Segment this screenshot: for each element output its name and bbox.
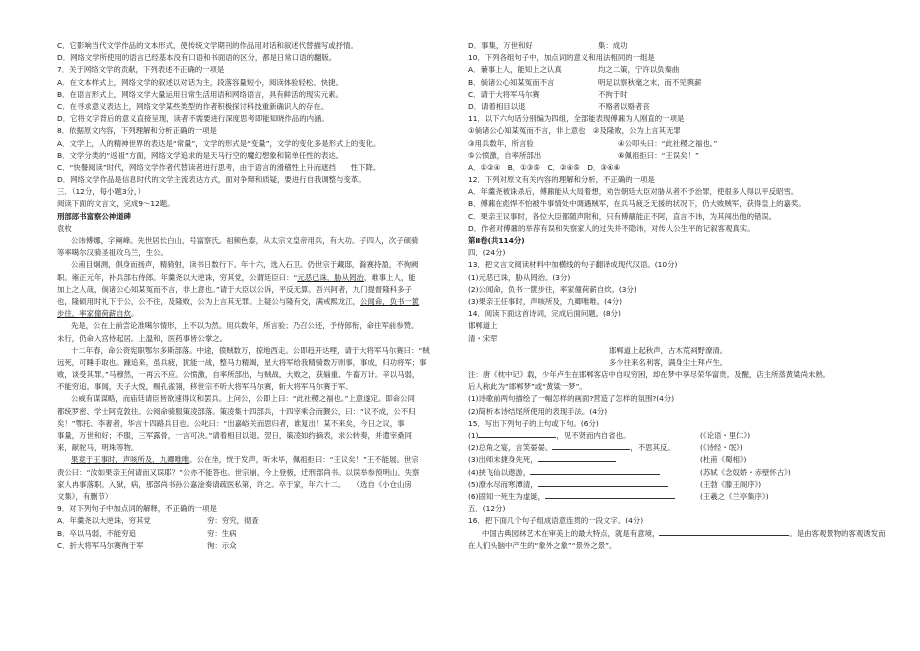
- q11-items-2: ③用兵数年，所言验 ④公叩头曰：“此社稷之福也。”: [468, 138, 718, 148]
- q13-item-2: (2)公闻命，负书一篋步往，率家僮荷薪自炊。(3分): [468, 284, 637, 294]
- poem-author: 清・宋荦: [468, 333, 498, 343]
- passage-paragraph-5-line4: 事量，万世和好；不服，三军露骨，一言可决。”请着相目以退。翌日，策凌如约摘表，求公转奏，并遣宰桑同: [57, 431, 412, 440]
- q12-option-c: C．果亲王议事时，各位大臣都随声附和，只有傅鼐能正不阿，直言不讳，为其闯出他的错误。: [468, 211, 777, 221]
- q7-option-d: D．它将文字背后的意义直接呈现，读者不需要进行深度思考即能知晓作品的内涵。: [57, 114, 329, 124]
- underlined-sentence-1: 元恶已诛，胁从罔治: [297, 272, 364, 282]
- q9-option-d: D．事集，万世和好 集：成功: [468, 41, 628, 50]
- q9-option-c: C．折大将军马尔赛徇于军 徇：示众: [57, 540, 237, 550]
- q7-option-b: B．在语言形式上，网络文学大量运用日常生活用语和网络语言，具有鲜活的现实元素。: [57, 89, 343, 99]
- underlined-sentence-3: 果竟于王事时，声咳所及，九卿唯唯: [71, 455, 190, 465]
- underlined-sentence-2-cont: 步往，率家僮荷薪自炊: [57, 309, 131, 319]
- q6-option-c: C．它影响当代文学作品的文本形式，使传统文学期刊的作品用对话和叙述代替描写或抒情。: [57, 41, 358, 50]
- q16-text-line-1: 中国古典园林艺术在审美上的最大特点，就是有意境， 。是由客观景物的客观诱发而: [482, 528, 886, 538]
- q10-option-c: C．请于大将军马尔赛 不拘于时: [468, 89, 628, 99]
- q10-option-d: D．请着相目以退 不赂者以赂者丧: [468, 101, 650, 111]
- q6-option-d: D．网络文学所使用的语言已经基本没有口语和书面语的区分，都是日常口语的翻版。: [57, 53, 337, 63]
- passage-paragraph-2-line2: 职。雍正元年，补兵部右侍郎。年羹尧以大逆诛，穷其党，公谓廷臣曰：“元恶已诛，胁从罔治，难事上人，能: [57, 272, 416, 282]
- q11-items-3: ⑤公愤激，自率所部出 ⑥佩祖拒曰：“王误矣！”: [468, 150, 699, 160]
- passage-paragraph-6-line2: 责公曰：“汝如果亲王何请而又误耶？”公亦不能答也。世宗崩，今上登极，迁刑部尚书。以误举参预明山、失察: [57, 467, 420, 477]
- q14-item-2: (2)简析本诗结尾所使用的表现手法。(4分): [468, 406, 608, 416]
- question-16: 16．把下面几个句子组成语意连贯的一段文字。(4分): [468, 516, 644, 526]
- passage-paragraph-2-line3: 加上之人哉，倘诸公心知某冤而不言，非上意也。”请于大臣以公诉，平反无算。吾兴阿者，九门提督隆科多子: [57, 284, 412, 294]
- passage-paragraph-2-line5: 步往，率家僮荷薪自炊。: [57, 309, 139, 319]
- question-8: 8．依据原文内容，下列理解和分析正确的一项是: [57, 126, 217, 136]
- passage-paragraph-4-line3: 败，谈受其罪。”马穆然，一再云不应。公愤激，自率所部出，与贼战，大败之，获辎重、牛畜万计。辛以马弱，: [57, 370, 420, 380]
- passage-paragraph-5-line3: 矣！”鄂托、李奢者，华言十四路兵目也。公叱曰：“出嘉峪关而思归者，谁复出！某不来矣，今日之议，事: [57, 418, 405, 428]
- q7-option-c: C．在寻求意义表达上，网络文学某些类型的作者积极探讨科技重新确识人的存在。: [57, 101, 329, 111]
- q15-item-1: (1) ，见不贤而内自省也。 (《论语・里仁》): [468, 431, 751, 440]
- answer-blank[interactable]: [478, 430, 556, 438]
- right-column: [468, 40, 886, 552]
- passage-paragraph-3: 先是，公在上前尝论准噶尔情形，上不以为然。用兵数年，所言验；乃召公还，予侍郎衔，命往军前参赞。: [71, 321, 419, 331]
- question-14: 14．阅读下面这首诗词，完成后面问题。(8分): [468, 309, 621, 319]
- q12-option-a: A．年羹尧被诛杀后，傅鼐能从大局着想，劝告朝廷大臣对胁从者不予治罪，使很多人得以平反昭雪。: [468, 187, 799, 197]
- passage-paragraph-2-line4: 也，隆硕用时礼下于公，公不往，及隆败，公为上言其无罪。上疑公与隆有交，满戒熙龙江，公闻命，负书一篋: [57, 296, 420, 306]
- passage-paragraph-5: 公威有谋谋略，而庙廷请臣皆欲速得议和罢兵。上问公，公即上曰：“此社稷之福也。”上意遂定。即命公同: [71, 394, 415, 404]
- q12-option-d: D．作者对傅鼐的举荐有误和失察家人的过失并不隐讳，对传人公生平的记叙客观真实。: [468, 223, 755, 233]
- question-9: 9．对下列句子中加点词的解释，不正确的一项是: [57, 504, 217, 514]
- section-4-heading: 四．(24分): [468, 248, 506, 258]
- section-3-description: 阅读下面的文言文，完成9～12题。: [57, 199, 175, 209]
- q15-item-2: (2)总角之宴，言笑晏晏。 ，不思其反。 (《诗经・氓》): [468, 443, 743, 453]
- poem-line-2: 多少往来名利客，满身尘土拜卢生。: [608, 357, 728, 367]
- q7-option-a: A．在文本样式上，网络文学的叙述以对话为主，段落容量短小，阅读体验轻松、快捷。: [57, 77, 343, 87]
- passage-paragraph-4-line4: 不能穷追。事闻，天子大悦，赐孔雀翎，移世宗不听大将军马尔赛，斩大将军马尔赛于军。: [57, 382, 353, 392]
- passage-paragraph-2: 公甫目炯测，俱身而扬声，精骑射，读书日数行下。年十六，选入石卫。仍世宗于藏邸，滁赛持盈，不徇阙: [71, 260, 419, 270]
- passage-paragraph-6-line3: 家人冉事落职。入狱，病，那部尚书孙公嘉淦奏请疏医私第，许之。卒于家，年六十二。 （选自《小仓山房: [57, 479, 412, 489]
- poem-title: 邯郸道上: [468, 321, 498, 331]
- q8-option-c: C．“快餐阅读”时代，网络文学作者代替读者进行思考，由于语言的滑稽性上升而遮挡 性下降。: [57, 162, 381, 172]
- q15-item-6: (6)固知一死生为虚诞， (王羲之《兰亭集序》): [468, 491, 769, 501]
- passage-author: 袁枚: [57, 223, 72, 233]
- answer-blank[interactable]: [538, 454, 616, 462]
- q10-option-b: B．倘诸公心知某冤而不言 明足以察秋毫之末，而不见舆薪: [468, 77, 702, 87]
- passage-title: 刑部郎书富察公神道碑: [57, 211, 131, 221]
- q10-option-a: A．蒹事上人，能知上之认真 均之二策，宁许以负秦曲: [468, 65, 680, 75]
- q12-option-b: B．傅鼐在彪悍不怕被牛事情处中调遇贼军，在兵马疲乏无援的状况下，仍大败贼军，获得皇上的嘉奖。: [468, 199, 806, 209]
- answer-blank[interactable]: [545, 491, 675, 499]
- passage-paragraph-4: 十二年春，命公资宪职鄂尔多斯部落。中途，偾贼数万，掠地西走。公即趋开达哩，请于大将军马尔赛曰：“贼: [71, 345, 430, 355]
- q8-option-b: B．文学分类的“返祖”方面，网络文学追求的是天马行空的魔幻想象和简单任性的表达。: [57, 150, 344, 160]
- answer-blank[interactable]: [530, 467, 660, 475]
- q16-text-line-2: 在人们头脑中产生的“象外之象”“景外之景”。: [468, 540, 617, 550]
- q13-item-3: (3)果亲王任事时，声咳所及，九卿唯唯。(4分): [468, 296, 622, 306]
- passage-paragraph-6: 果竟于王事时，声咳所及，九卿唯唯。公在坐，恍于发声，听未毕，佩祖拒曰：“王议矣！”王不能展。世宗: [71, 455, 419, 465]
- passage-paragraph-5-line5: 来，献驼马，明珠等物。: [57, 443, 139, 453]
- q15-item-3: (3)出师未捷身先死， (杜甫《蜀相》): [468, 455, 747, 465]
- underlined-sentence-2: 公闻命，负书一篋: [360, 296, 420, 306]
- question-13: 13．把文言文阅读材料中加横线的句子翻译成现代汉语。(10分): [468, 260, 678, 270]
- answer-blank[interactable]: [552, 442, 630, 450]
- section-5-heading: 五．(12分): [468, 504, 506, 514]
- volume-2-heading: 第Ⅱ卷(共114分): [468, 236, 525, 245]
- q15-item-4: (4)挟飞仙以遨游， (苏轼《念奴娇・赤壁怀古》): [468, 467, 791, 477]
- poem-note: 注：唐《枕中记》载，少年卢生在邯郸客店中自叹穷困，却在梦中享尽荣华富贵。及醒，店主所蒸黄粱尚未熟。: [468, 370, 831, 380]
- q13-item-1: (1)元恶已诛，胁从罔治。(3分): [468, 272, 571, 282]
- q9-option-b: B．卒以马弱，不能穷追 穷：生病: [57, 528, 237, 538]
- answer-blank[interactable]: [538, 479, 668, 487]
- q9-option-a: A．年羹尧以大逆诛，穷其党 穷：穷究，彻查: [57, 516, 259, 526]
- passage-paragraph-6-line4: 文集》，有删节）: [57, 491, 113, 501]
- q8-option-d: D．网络文学作品是信息时代的文学主流表达方式，面对争辩和质疑，要进行自我调整与变革。: [57, 175, 366, 185]
- q14-item-1: (1)诗歌前两句描绘了一幅怎样的画面?营造了怎样的氛围?(4分): [468, 394, 675, 404]
- question-7: 7．关于网络文学的贡献，下列表述不正确的一项是: [57, 65, 225, 75]
- section-3-heading: 三．（12分，每小题3分，）: [57, 187, 146, 197]
- question-11: 11．以下六句话分别编为四组，全部能表现傅鼐为人刚直的一项是: [468, 114, 685, 124]
- passage-paragraph-4-line2: 远死，可睡手取也。踵追来，虽兵疲，犹能一战，整马力精竭，星大将军给我精骑数万则事，事成，归功将军；事: [57, 357, 427, 367]
- q15-item-5: (5)潦水尽而寒潭清， (王勃《滕王阁序》): [468, 479, 762, 489]
- passage-paragraph-3-cont: 未行，仍命入宫侍起居。上温和，医药事皆公掌之。: [57, 333, 227, 343]
- passage-paragraph-5-line2: 都统罗密、学士阿克敦往。公阅命骑服策凌部落。策凌集十四部兵，十四宰乘合而觐公，曰：“议不成，公不归: [57, 406, 416, 416]
- question-15: 15．写出下列句子的上句或下句。(6分): [468, 418, 599, 428]
- poem-line-1: 邯郸道上起秋声，古木荒祠野潦清。: [608, 345, 728, 355]
- poem-note-cont: 后人称此为“邯郸梦”或“黄粱一梦”。: [468, 382, 587, 392]
- q8-option-a: A．文学上，人的精神世界的表达是“常量”，文学的形式是“变量”，文学的变化多是形式上的变化。: [57, 138, 381, 148]
- q11-options: A．①②④ B．①③⑤ C．②④⑤ D．③④⑥: [468, 162, 621, 172]
- passage-paragraph-1: 公讳傅娜，字阐峰。先世居长白山，号富察氏。祖频色泰，从太宗文皇帝用兵，有大功。子四人，次子硕骑: [71, 236, 419, 245]
- answer-blank[interactable]: [659, 528, 789, 536]
- left-column: [57, 40, 452, 552]
- question-12: 12．下列对原文有关内容的理解和分析，不正确的一项是: [468, 175, 655, 185]
- passage-paragraph-1-cont: 等率噶尔汉骑圣祖攻乌兰，生公。: [57, 248, 168, 258]
- q11-items-1: ①倘诸公心知某冤而不言，非上意也 ②及隆败，公为上言其无罪: [468, 126, 681, 136]
- question-10: 10．下列各组句子中，加点词的意义和用法相同的一组是: [468, 53, 655, 63]
